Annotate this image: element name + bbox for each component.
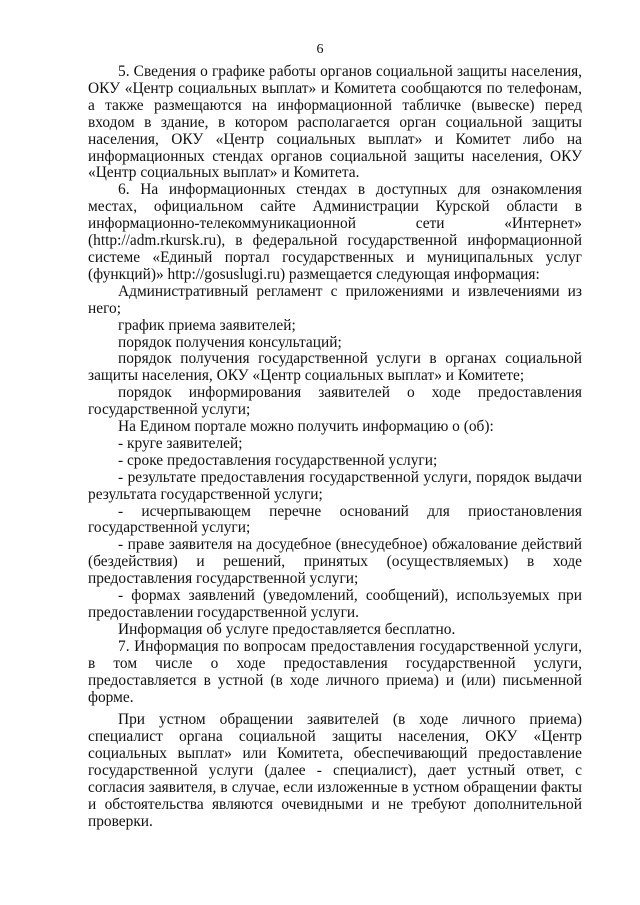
- list-item: - круге заявителей;: [118, 434, 243, 452]
- paragraph-7: 7. Информация по вопросам предоставления государственной услуги, в том числе о ходе предоставления государственной услуги, предоставляется в устной (в ходе личного приема) и (или) письменной форме.: [88, 637, 582, 706]
- paragraph-schedule: график приема заявителей;: [118, 316, 296, 334]
- paragraph-consultations: порядок получения консультаций;: [118, 333, 342, 351]
- paragraph-portal-intro: На Едином портале можно получить информацию о (об):: [118, 418, 494, 436]
- paragraph-5: 5. Сведения о графике работы органов социальной защиты населения, ОКУ «Центр социальных выплат» и Комитета сообщаются по телефонам, а также размещаются на информационной табличке (вывеске) перед входом в здание, в котором располагается орган социальной защиты населения, ОКУ «Центр социальных выплат» и Комитет либо на информационных стендах органов социальной защиты населения, ОКУ «Центр социальных выплат» и Комитета.: [88, 63, 582, 182]
- list-item: - праве заявителя на досудебное (внесудебное) обжалование действий (бездействия) и решений, принятых (осуществляемых) в ходе предоставления государственной услуги;: [88, 536, 582, 588]
- paragraph-service-procedure: порядок получения государственной услуги в органах социальной защиты населения, ОКУ «Центр социальных выплат» и Комитете;: [88, 350, 582, 385]
- paragraph-regulation: Административный регламент с приложениями и извлечениями из него;: [88, 282, 582, 317]
- list-item: - формах заявлений (уведомлений, сообщений), используемых при предоставлении государственной услуги.: [88, 587, 582, 621]
- list-item: - сроке предоставления государственной услуги;: [118, 451, 438, 469]
- list-item: - результате предоставления государственной услуги, порядок выдачи результата государственной услуги;: [88, 468, 582, 503]
- paragraph-free-service: Информация об услуге предоставляется бесплатно.: [118, 620, 456, 638]
- paragraph-informing-procedure: порядок информирования заявителей о ходе предоставления государственной услуги;: [88, 384, 582, 419]
- paragraph-oral-request: При устном обращении заявителей (в ходе личного приема) специалист органа социальной защиты населения, ОКУ «Центр социальных выплат» или Комитета, обеспечивающий предоставление государственной услуги (далее - специалист), дает устный ответ, с согласия заявителя, в случае, если изложенные в устном обращении факты и обстоятельства являются очевидными и не требуют дополнительной проверки.: [88, 711, 582, 830]
- document-body: [88, 64, 582, 831]
- paragraph-6: 6. На информационных стендах в доступных для ознакомления местах, официальном сайте Администрации Курской области в информационно-телекоммуникационной сети «Интернет» (http://adm.rkursk.ru), в федеральной государственной информационной системе «Единый портал государственных и муниципальных услуг (функций)» http://gosuslugi.ru) размещается следующая информация:: [88, 181, 582, 283]
- page-number: 6: [316, 42, 324, 57]
- list-item: - исчерпывающем перечне оснований для приостановления государственной услуги;: [88, 502, 582, 537]
